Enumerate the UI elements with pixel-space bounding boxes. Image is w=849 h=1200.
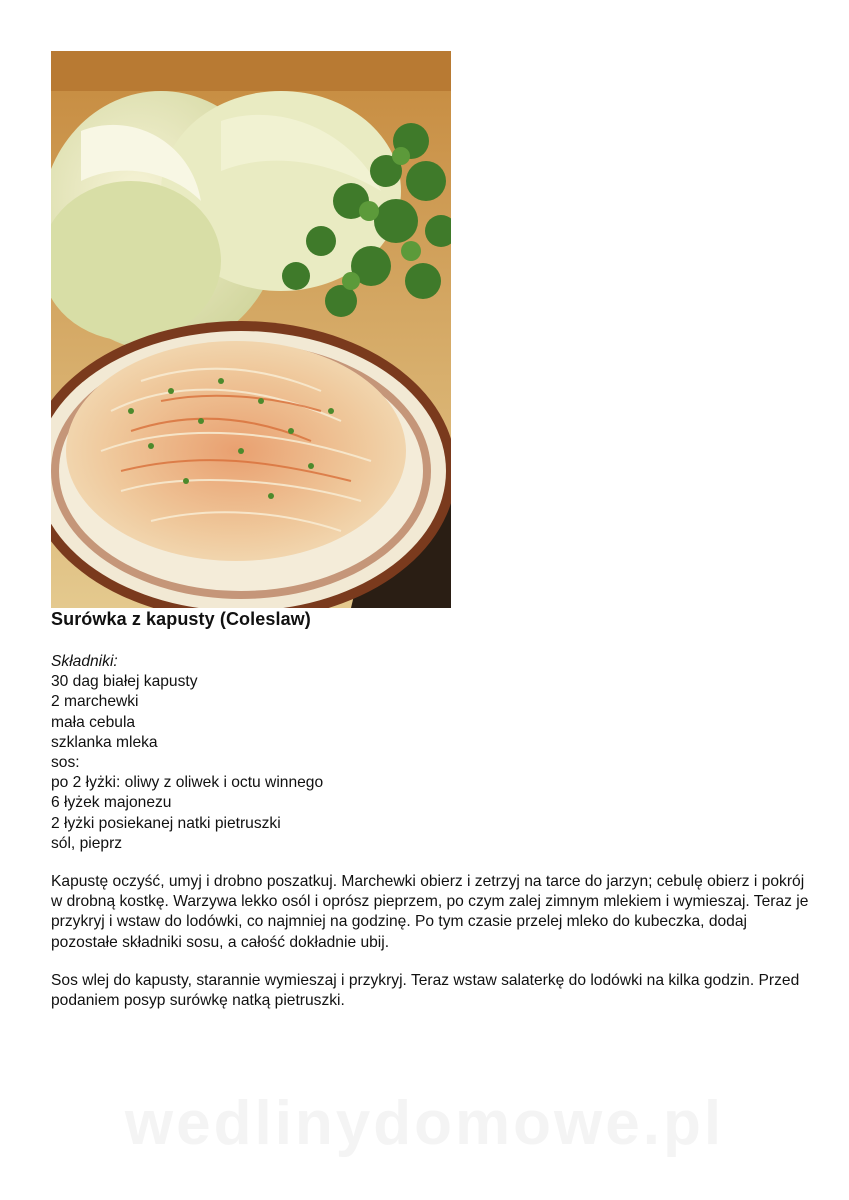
ingredient-item: mała cebula [51, 713, 136, 731]
recipe-body [51, 652, 811, 1011]
ingredient-item: po 2 łyżki: oliwy z oliwek i octu winnego [51, 774, 324, 792]
recipe-title: Surówka z kapusty (Coleslaw) [51, 609, 311, 629]
instructions-paragraph-2: Sos wlej do kapusty, starannie wymieszaj i przykryj. Teraz wstaw salaterkę do lodówki na kilka godzin. Przed podaniem posyp surówkę natką pietruszki. [51, 971, 800, 1010]
instructions-paragraph-1: Kapustę oczyść, umyj i drobno poszatkuj. Marchewki obierz i zetrzyj na tarce do jarzyn; cebulę obierz i pokrój w drobną kostkę. Warzywa lekko osól i oprósz pieprzem, po czym zalej zimnym mlekiem i wymieszaj. Teraz je przykryj i wstaw do lodówki, co najmniej na godzinę. Po tym czasie przelej mleko do kubeczka, dodaj pozostałe składniki sosu, a całość dokładnie ubij. [51, 873, 809, 951]
ingredient-item: sól, pieprz [51, 834, 123, 852]
coleslaw-photo [51, 51, 451, 608]
watermark: wedlinydomowe.pl [124, 1089, 725, 1158]
ingredient-item: 30 dag białej kapusty [51, 673, 198, 691]
ingredient-item: 2 łyżki posiekanej natki pietruszki [51, 814, 281, 832]
ingredients-list [51, 672, 811, 854]
ingredient-item: szklanka mleka [51, 733, 158, 751]
ingredient-item: 2 marchewki [51, 693, 139, 711]
ingredients-heading: Składniki: [51, 653, 118, 670]
ingredient-item: 6 łyżek majonezu [51, 794, 172, 812]
ingredient-item: sos: [51, 754, 80, 772]
